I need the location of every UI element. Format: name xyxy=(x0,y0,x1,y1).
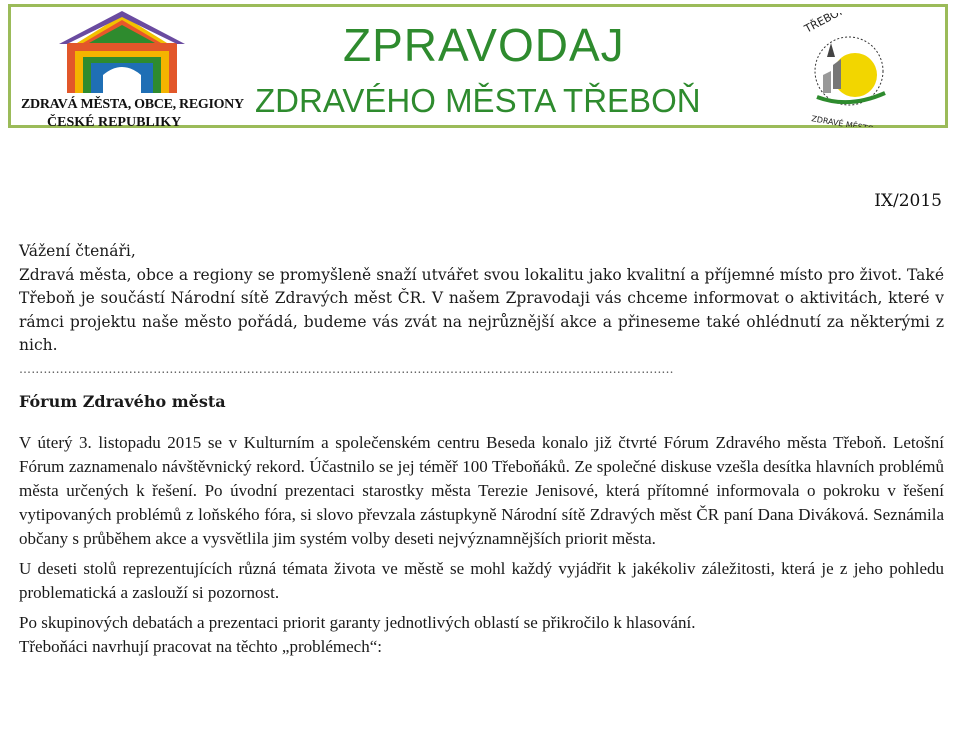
paragraph-voting: Po skupinových debatách a prezentaci priorit garanty jednotlivých oblastí se přikročilo k hlasování. xyxy=(19,613,696,632)
header-banner xyxy=(8,4,948,128)
sun-town-icon xyxy=(793,13,903,127)
paragraph-problems: Třeboňáci navrhují pracovat na těchto „problémech“: xyxy=(19,637,382,656)
logo-left-line1: ZDRAVÁ MĚSTA, OBCE, REGIONY xyxy=(21,97,244,112)
right-logo-bottom-text: ZDRAVÉ MĚSTO xyxy=(810,114,875,127)
separator-dots: …………………………………………………………………………………………………………………………………………….. xyxy=(19,361,674,376)
article-body xyxy=(19,240,944,659)
trebon-healthy-town-logo xyxy=(793,13,903,127)
newsletter-subtitle: ZDRAVÉHO MĚSTA TŘEBOŇ xyxy=(255,82,701,119)
logo-left-line2: ČESKÉ REPUBLIKY xyxy=(47,115,182,130)
right-logo-top-text: TŘEBOŇ xyxy=(802,13,849,36)
paragraph-forum: V úterý 3. listopadu 2015 se v Kulturním a společenském centru Beseda konalo již čtvrté Fórum Zdravého města Třeboň. Letošní Fórum zaznamenalo návštěvnický rekord. Účastnilo se jej téměř 100 Třeboňáků. Ze společné diskuse vzešla desítka hlavních problémů města určených k řešení. Po úvodní prezentaci starostky města Terezie Jenisové, která přítomné informovala o pokroku v řešení vytipovaných problémů z loňského fóra, si slovo převzala zástupkyně Národní sítě Zdravých měst ČR paní Dana Diváková. Seznámila občany s průběhem akce a vysvětlila jim systém volby deseti nejvýznamnějších priorit města. xyxy=(19,433,944,548)
healthy-cities-logo xyxy=(17,11,244,130)
issue-number: IX/2015 xyxy=(874,191,942,211)
intro-paragraph: Zdravá města, obce a regiony se promyšleně snaží utvářet svou lokalitu jako kvalitní a příjemné místo pro život. Také Třeboň je součástí Národní sítě Zdravých měst ČR. V našem Zpravodaji vás chceme informovat o aktivitách, které v rámci projektu naše město pořádá, budeme vás zvát na nejrůznější akce a přineseme také ohlédnutí za některými z nich. xyxy=(19,265,944,354)
paragraph-tables: U deseti stolů reprezentujících různá témata života ve městě se mohl každý vyjádřit k jakékoliv záležitosti, která je z jeho pohledu problematická a zaslouží si pozornost. xyxy=(19,559,944,602)
house-rainbow-icon xyxy=(17,11,227,97)
section-heading: Fórum Zdravého města xyxy=(19,391,226,411)
newsletter-title: ZPRAVODAJ xyxy=(343,19,625,71)
greeting: Vážení čtenáři, xyxy=(19,242,136,260)
